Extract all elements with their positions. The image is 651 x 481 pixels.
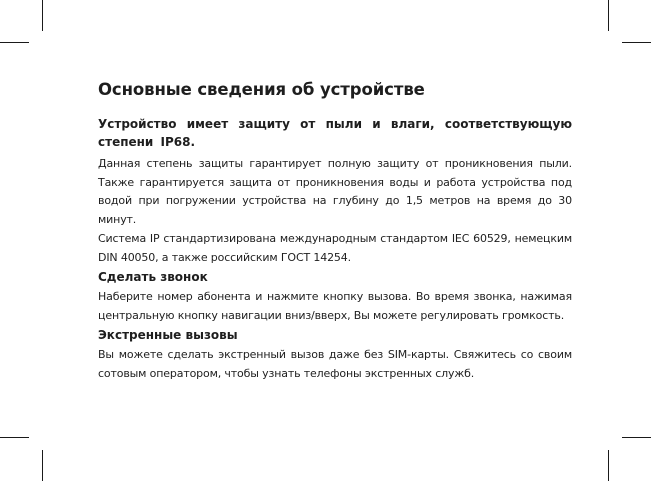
page-content [98,80,572,384]
page-title: Основные сведения об устройстве [98,80,425,99]
crop-mark-top-right-horizontal [622,42,651,43]
crop-mark-bottom-left-horizontal [0,437,29,438]
crop-mark-bottom-right-horizontal [622,437,651,438]
paragraph-protection: Данная степень защиты гарантирует полную защиту от проникновения пыли. Также гарантируется защита от проникновения воды и работа устройства под водой при погружении устройства на глубину до 1,5 метров на время до 30 минут. [98,157,572,226]
section-title-emergency: Экстренные вызовы [98,328,238,342]
section-text-call: Наберите номер абонента и нажмите кнопку вызова. Во время звонка, нажимая центральную кнопку навигации вниз/вверх, Вы можете регулировать громкость. [98,290,572,322]
lead-paragraph: Устройство имеет защиту от пыли и влаги, соответствующую степени IP68. [98,117,572,149]
crop-mark-top-left-vertical [42,0,43,31]
section-title-call: Сделать звонок [98,270,208,284]
crop-mark-top-left-horizontal [0,42,29,43]
paragraph-standards: Система IP стандартизирована международным стандартом IEC 60529, немецким DIN 40050, а также российским ГОСТ 14254. [98,232,572,264]
crop-mark-bottom-right-vertical [608,450,609,481]
crop-mark-bottom-left-vertical [42,450,43,481]
section-text-emergency: Вы можете сделать экстренный вызов даже без SIM-карты. Свяжитесь со своим сотовым оператором, чтобы узнать телефоны экстренных служб. [98,348,572,380]
crop-mark-top-right-vertical [608,0,609,31]
